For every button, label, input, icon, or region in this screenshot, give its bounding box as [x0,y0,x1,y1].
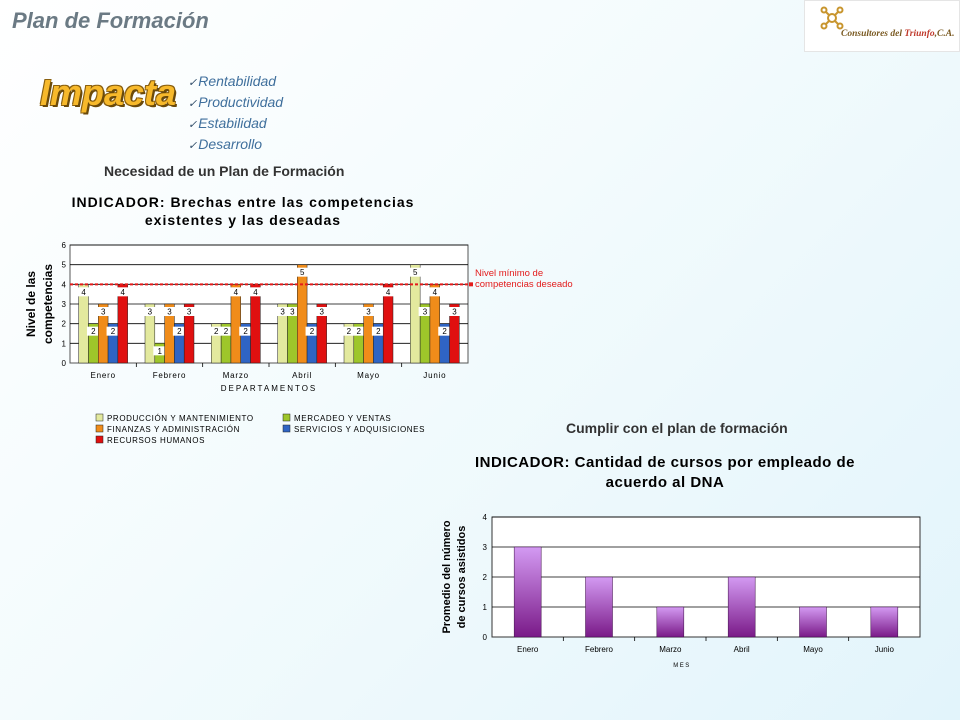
impact-list [188,72,283,156]
y-tick-label: 2 [61,319,66,329]
courses-per-employee-chart [420,445,920,685]
legend-swatch [283,425,290,432]
x-tick-label: Febrero [152,371,187,380]
list-item-label: Productividad [198,94,284,110]
impact-heading: Impacta [40,72,177,113]
bar [514,547,541,637]
data-label: 2 [214,327,219,337]
legend-label: RECURSOS HUMANOS [107,436,206,445]
legend-swatch [96,436,103,443]
legend-swatch [96,425,103,432]
y-tick-label: 0 [61,359,66,368]
data-label: 2 [177,327,182,337]
bar [728,577,755,637]
legend-label: FINANZAS Y ADMINISTRACIÓN [107,425,240,434]
data-label: 3 [366,307,371,317]
legend-label: MERCADEO Y VENTAS [294,414,392,423]
data-label: 2 [91,327,96,337]
logo-name: Consultores del [841,29,902,39]
threshold-label: Nivel mínimo de [475,268,544,279]
chart-title: INDICADOR: Brechas entre las competencias [71,194,415,210]
data-label: 4 [120,287,125,297]
page-title: Plan de Formación [12,8,209,33]
data-label: 5 [299,268,305,278]
legend-swatch [283,414,290,421]
bar [800,607,827,637]
data-label: 3 [319,307,324,317]
x-axis-label: DEPARTAMENTOS [220,384,318,393]
data-label: 3 [452,307,457,317]
bar [297,265,307,363]
x-tick-label: Junio [423,371,447,380]
data-label: 4 [81,287,86,297]
logo-text [841,29,954,39]
legend-swatch [96,414,103,421]
legend-label: PRODUCCIÓN Y MANTENIMIENTO [107,414,254,423]
y-tick-label: 5 [61,260,66,270]
checkmark-icon: ✓ [188,98,198,110]
data-label: 2 [223,327,229,337]
data-label: 4 [253,287,258,297]
data-label: 3 [280,307,285,317]
data-label: 2 [110,327,116,337]
competency-gap-chart [0,180,620,470]
data-label: 2 [346,327,352,337]
data-label: 4 [432,287,438,297]
x-tick-label: Abril [292,371,313,380]
x-tick-label: Febrero [584,645,614,654]
data-label: 3 [422,307,428,317]
y-tick-label: 6 [61,241,66,250]
y-axis-label: Nivel de las [24,270,38,338]
data-label: 3 [290,307,295,317]
data-label: 3 [100,307,106,317]
data-label: 2 [309,327,315,337]
y-tick-label: 3 [61,300,66,309]
data-label: 5 [413,268,418,278]
data-label: 3 [186,307,192,317]
x-tick-label: Marzo [222,371,249,380]
y-axis-label: Promedio del número [441,520,453,634]
x-tick-label: Junio [874,645,894,654]
bar [657,607,684,637]
y-tick-label: 4 [482,513,487,522]
list-item [188,114,283,135]
y-axis-label: de cursos asistidos [456,525,468,629]
y-tick-label: 1 [482,603,487,612]
checkmark-icon: ✓ [188,140,198,152]
list-item-label: Estabilidad [198,115,267,131]
x-tick-label: Mayo [803,645,823,654]
chart-title: acuerdo al DNA [605,474,725,491]
logo-emblem-icon [819,5,845,31]
y-tick-label: 4 [61,280,66,290]
y-tick-label: 2 [482,573,487,582]
data-label: 2 [376,327,381,337]
chart-title: existentes y las deseadas [144,212,342,228]
list-item [188,72,283,93]
data-label: 2 [356,327,361,337]
list-item [188,135,283,156]
chart-title: INDICADOR: Cantidad de cursos por empleado de [474,454,856,471]
threshold-label: competencias deseado [475,279,573,290]
bar [586,577,613,637]
section-title-comply: Cumplir con el plan de formación [566,420,788,436]
list-item-label: Desarrollo [198,136,263,152]
checkmark-icon: ✓ [188,77,198,89]
data-label: 2 [243,327,248,337]
data-label: 1 [157,346,162,356]
data-label: 3 [147,307,153,317]
x-tick-label: Marzo [659,645,682,654]
x-tick-label: Mayo [357,371,380,380]
data-label: 2 [442,327,447,337]
logo-suffix: ,C.A. [934,29,955,39]
x-axis-label: MES [673,663,691,669]
data-label: 4 [385,287,391,297]
bar [871,607,898,637]
x-tick-label: Abril [733,645,750,654]
y-tick-label: 0 [482,633,487,642]
legend-label: SERVICIOS Y ADQUISICIONES [294,425,426,434]
data-label: 3 [167,307,172,317]
list-item-label: Rentabilidad [198,73,277,89]
y-tick-label: 3 [482,543,487,552]
logo-highlight: Triunfo [904,29,935,39]
x-tick-label: Enero [90,371,116,380]
list-item [188,93,283,114]
section-title-need: Necesidad de un Plan de Formación [104,163,345,179]
company-logo [804,0,960,52]
y-tick-label: 1 [61,339,66,349]
x-tick-label: Enero [516,645,539,654]
data-label: 4 [233,287,239,297]
threshold-marker [469,282,473,286]
y-axis-label: competencias [41,263,55,345]
checkmark-icon: ✓ [188,119,198,131]
